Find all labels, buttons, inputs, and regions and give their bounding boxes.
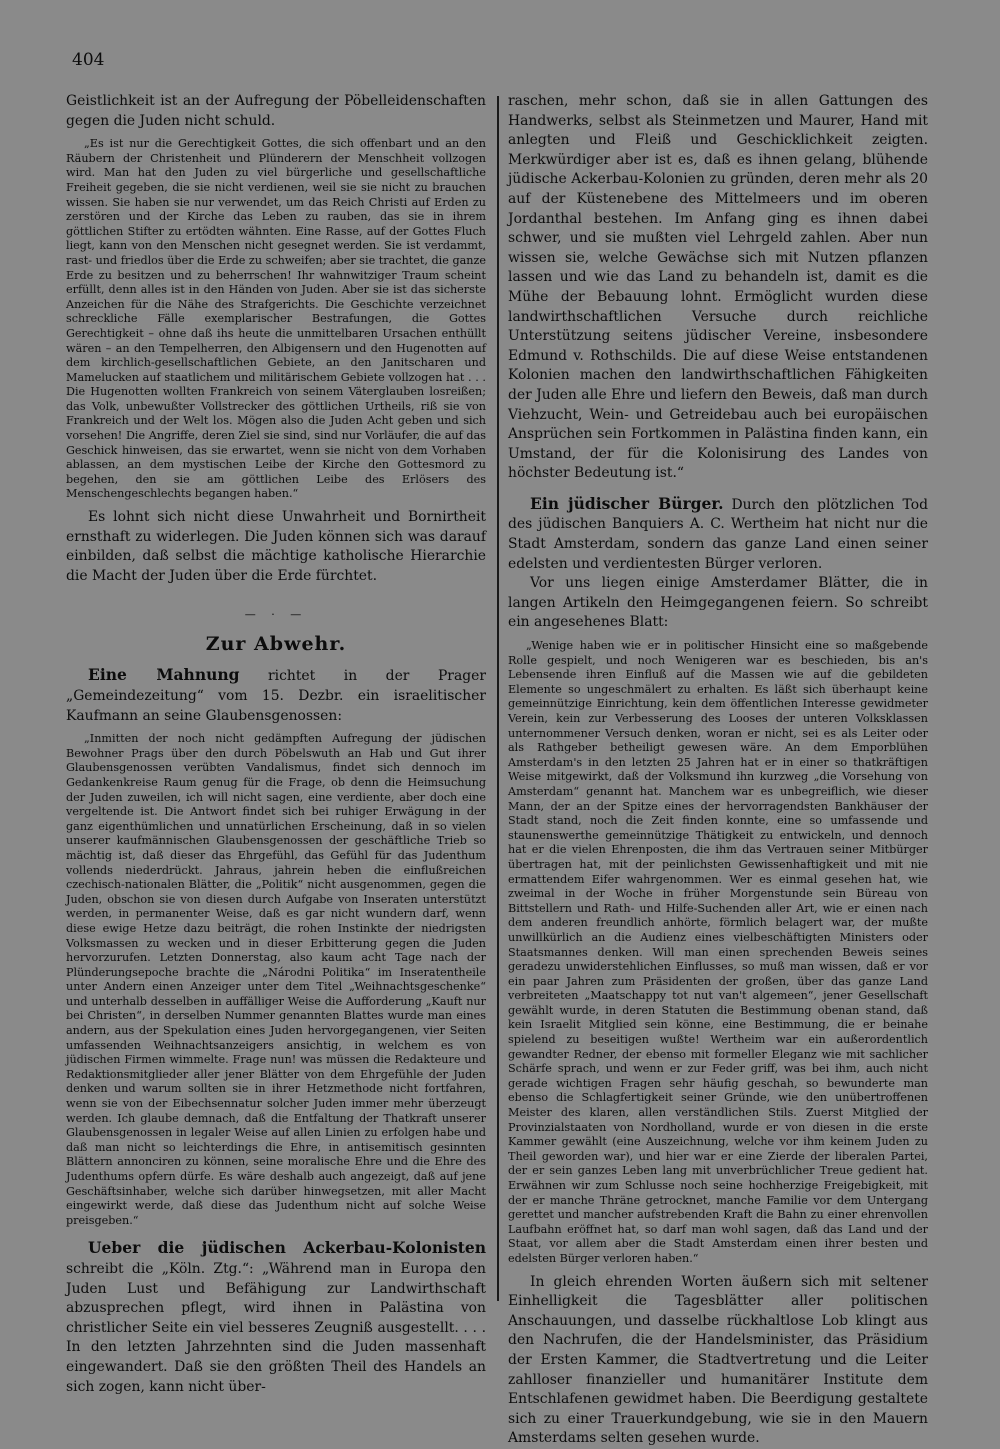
column-divider xyxy=(497,96,499,1301)
page-number: 404 xyxy=(72,50,105,70)
left-column xyxy=(66,92,486,1397)
article-buerger xyxy=(508,494,928,574)
article-intro: schreibt die „Köln. Ztg.“: „Während man in Europa den Juden Lust und Befähigung zur Landwirthschaft abzusprechen pflegt, wird ihnen in Palästina von christlicher Seite ein viel besseres Zeugniß ausgestellt. . . . In den letzten Jahrzehnten sind die Juden massenhaft eingewandert. Daß sie den größten Theil des Handels an sich zogen, kann nicht über- xyxy=(66,1260,486,1395)
article-headline: Ueber die jüdischen Ackerbau-Kolonisten xyxy=(88,1238,486,1258)
article-ackerbau xyxy=(66,1238,486,1397)
paragraph: In gleich ehrenden Worten äußern sich mit seltener Einhelligkeit die Tagesblätter aller politischen Anschauungen, und dasselbe rückhaltlose Lob klingt aus den Nachrufen, die der Handelsminister, das Präsidium der Ersten Kammer, die Stadtvertretung und die Leiter zahlloser finanzieller und humanitärer Institute dem Entschlafenen gewidmet haben. Die Beerdigung gestaltete sich zu einer Trauerkundgebung, wie sie in den Mauern Amsterdams selten gesehen wurde. xyxy=(508,1273,928,1447)
quoted-passage: „Es ist nur die Gerechtigkeit Gottes, die sich offenbart und an den Räubern der Christenheit und Plünderern der Menschheit vollzogen wird. Man hat den Juden zu viel bürgerliche und gesellschaftliche Freiheit gegeben, die sie nicht verdienen, weil sie sie nicht zu brauchen wissen. Sie haben sie nur verwendet, um das Reich Christi auf Erden zu zerstören und der Kirche das Leben zu rauben, das sie in ihrem göttlichen Stifter zu ertödten wähnten. Eine Rasse, auf der Gottes Fluch liegt, kann von den Menschen nicht gesegnet werden. Sie ist verdammt, rast- und friedlos über die Erde zu schweifen; aber sie trachtet, die ganze Erde zu besitzen und zu beherrschen! Ihr wahnwitziger Traum scheint erfüllt, denn alles ist in den Händen von Juden. Aber sie ist das sicherste Anzeichen für die Nähe des Strafgerichts. Die Geschichte verzeichnet schreckliche Fälle exemplarischer Bestrafungen, die Gottes Gerechtigkeit – ohne daß ihs heute die unmittelbaren Ursachen enthüllt wären – an den Tempelherren, den Albigensern und den Hugenotten auf dem kirchlich-gesellschaftlichen Gebiete, an den Janitscharen und Mamelucken auf staatlichem und militärischem Gebiete vollzogen hat . . . Die Hugenotten wollten Frankreich von seinem Väterglauben losreißen; das Volk, unbewußter Vollstrecker des göttlichen Urtheils, riß sie von Frankreich und der Welt los. Mögen also die Juden Acht geben und sich vorsehen! Die Angriffe, deren Ziel sie sind, sind nur Vorläufer, die auf das Geschick hinweisen, das sie erwartet, wenn sie nicht von dem Vorhaben ablassen, an dem mystischen Leibe der Kirche den Gottesmord zu begehen, den sie am göttlichen Leibe des Erlösers des Menschengeschlechts begangen haben.“ xyxy=(66,137,486,501)
section-title: Zur Abwehr. xyxy=(205,633,347,656)
article-mahnung xyxy=(66,665,486,726)
article-intro: richtet in der Prager „Gemeindezeitung“ vom 15. Dezbr. ein israelitischer Kaufmann an seine Glaubensgenossen: xyxy=(66,668,486,724)
right-column xyxy=(508,92,928,1449)
quoted-passage: „Inmitten der noch nicht gedämpften Aufregung der jüdischen Bewohner Prags über den durch Pöbelswuth an Hab und Gut ihrer Glaubensgenossen verübten Vandalismus, findet sich dennoch im Gedankenkreise Raum genug für die Frage, ob denn die Heimsuchung der Juden zuweilen, ich will nicht sagen, eine verdiente, aber doch eine vergeltende ist. Die Antwort findet sich bei ruhiger Erwägung in der ganz eigenthümlichen und unnatürlichen Erscheinung, daß in so vielen unserer kaufmännischen Glaubensgenossen der geschäftliche Trieb so mächtig ist, daß dieser das Ehrgefühl, das Gefühl für das Judenthum vollends niederdrückt. Jahraus, jahrein heben die einflußreichen czechisch-nationalen Blätter, die „Politik“ nicht ausgenommen, gegen die Juden, obschon sie von diesen durch Aufgabe von Inseraten unterstützt werden, in permanenter Weise, daß es gar nicht wundern darf, wenn diese ewige Hetze dazu beiträgt, die rohen Instinkte der niedrigsten Volksmassen zu wecken und in dieser Erbitterung gegen die Juden hervorzurufen. Letzten Donnerstag, also kaum acht Tage nach der Plünderungsepoche brachte die „Národni Politika“ im Inseratentheile unter Andern einen Anzeiger unter dem Titel „Weihnachtsgeschenke“ und unterhalb desselben in auffälliger Weise die Aufforderung „Kauft nur bei Christen“, in derselben Nummer genannten Blattes wurde man eines andern, aus der Spekulation eines Juden hervorgegangenen, vier Seiten umfassenden Weihnachtsanzeigers ansichtig, in welchem es von jüdischen Firmen wimmelte. Frage nun! was müssen die Redakteure und Redaktionsmitglieder aller jener Blätter von dem Ehrgefühle der Juden denken und warum sollten sie in ihrer Hetzmethode nicht fortfahren, wenn sie von der Eibechsennatur solcher Juden immer mehr überzeugt werden. Ich glaube demnach, daß die Entfaltung der Thatkraft unserer Glaubensgenossen in legaler Weise auf allen Linien zu erfolgen habe und daß man nicht so leichterdings die Ehre, in antisemitisch gesinnten Blättern annonciren zu können, seine moralische Ehre und die Ehre des Judenthums opfern dürfe. Es wäre deshalb auch angezeigt, daß auf jene Geschäftsinhaber, welche sich darüber hinwegsetzen, mit aller Macht eingewirkt werde, daß diese das Judenthum nicht auf solche Weise preisgeben.“ xyxy=(66,732,486,1227)
paragraph: Geistlichkeit ist an der Aufregung der Pöbelleidenschaften gegen die Juden nicht schuld. xyxy=(66,93,486,129)
article-intro: Durch den plötzlichen Tod des jüdischen Banquiers A. C. Wertheim hat nicht nur die Stadt Amsterdam, sondern das ganze Land einen seiner edelsten und verdientesten Bürger verloren. xyxy=(508,496,928,572)
paragraph: raschen, mehr schon, daß sie in allen Gattungen des Handwerks, selbst als Steinmetzen und Maurer, Hand mit anlegten und Fleiß und Geschicklichkeit zeigten. Merkwürdiger aber ist es, daß es ihnen gelang, blühende jüdische Ackerbau-Kolonien zu gründen, deren mehr als 20 auf der Küstenebene des Mittelmeers und im oberen Jordanthal bestehen. Im Anfang ging es ihnen dabei schwer, und sie mußten viel Lehrgeld zahlen. Aber nun wissen sie, welche Gewächse sich mit Nutzen pflanzen lassen und wie das Land zu behandeln ist, damit es die Mühe der Bebauung lohnt. Ermöglicht wurden diese landwirthschaftlichen Versuche durch reichliche Unterstützung seitens jüdischer Vereine, insbesondere Edmund v. Rothschilds. Die auf diese Weise entstandenen Kolonien machen den landwirthschaftlichen Fähigkeiten der Juden alle Ehre und liefern den Beweis, daß man durch Viehzucht, Wein- und Getreidebau auch bei europäischen Ansprüchen sein Fortkommen in Palästina finden kann, ein Umstand, der für die Kolonisirung des Landes von höchster Bedeutung ist.“ xyxy=(508,93,928,482)
paragraph: Es lohnt sich nicht diese Unwahrheit und Bornirtheit ernsthaft zu widerlegen. Die Juden können sich was darauf einbilden, daß selbst die mächtige katholische Hierarchie die Macht der Juden über die Erde fürchtet. xyxy=(66,509,486,584)
article-headline: Ein jüdischer Bürger. xyxy=(530,493,724,513)
article-headline: Eine Mahnung xyxy=(88,665,240,685)
paragraph: Vor uns liegen einige Amsterdamer Blätter, die in langen Artikeln den Heimgegangenen feiern. So schreibt ein angesehenes Blatt: xyxy=(508,575,928,631)
quoted-passage: „Wenige haben wie er in politischer Hinsicht eine so maßgebende Rolle gespielt, und noch Wenigeren war es beschieden, bis an's Lebensende ihren Einfluß auf die Massen wie auf die gebildeten Elemente so ungeschmälert zu erhalten. Es läßt sich überhaupt keine gemeinnützige Einrichtung, kein dem öffentlichen Interesse gewidmeter Verein, kein zur Verbesserung des Looses der unteren Volksklassen unternommener Versuch denken, woran er nicht, sei es als Leiter oder als Rathgeber betheiligt gewesen wäre. An dem Emporblühen Amsterdam's in den letzten 25 Jahren hat er in einer so thatkräftigen Weise mitgewirkt, daß der Volksmund ihn kurzweg „die Vorsehung von Amsterdam“ genannt hat. Manchem war es unbegreiflich, wie dieser Mann, der an der Spitze eines der hervorragendsten Bankhäuser der Stadt stand, noch die Zeit finden konnte, eine so umfassende und staunenswerthe gemeinnützige Thätigkeit zu entwickeln, und dennoch hat er die vielen Ehrenposten, die ihm das Vertrauen seiner Mitbürger übertragen hat, mit der peinlichsten Gewissenhaftigkeit und mit nie ermattendem Eifer wahrgenommen. Wer es einmal gesehen hat, wie zweimal in der Woche in früher Morgenstunde sein Büreau von Bittstellern und Rath- und Hilfe-Suchenden aller Art, wie er einen nach dem anderen freundlich anhörte, förmlich belagert war, der mußte unwillkürlich an die Audienz eines vielbeschäftigten Ministers oder Staatsmannes denken. Will man einen sprechenden Beweis seines geradezu unwiderstehlichen Einflusses, so muß man wissen, daß er vor ein paar Jahren zum Präsidenten der großen, über das ganze Land verbreiteten „Maatschappy tot nut van't algemeen“, jener Gesellschaft gewählt wurde, in deren Statuten die Bestimmung obenan stand, daß kein Israelit Mitglied sein könne, eine Bestimmung, die er beinahe spielend zu beseitigen wußte! Wertheim war ein außerordentlich gewandter Redner, der ebenso mit formeller Eleganz wie mit sachlicher Schärfe sprach, und wenn er zur Feder griff, was bei ihm, auch nicht gerade wichtigen Fragen sehr häufig geschah, so bewunderte man ebenso die Schlagfertigkeit seiner Gründe, wie den unübertroffenen Meister des klaren, allen verständlichen Stils. Zuerst Mitglied der Provinzialstaaten von Nordholland, wurde er von diesen in die erste Kammer gewählt (eine Auszeichnung, welche vor ihm keinem Juden zu Theil geworden war), und hier war er eine Zierde der liberalen Partei, der er sein ganzes Leben lang mit unverbrüchlicher Treue gedient hat. Erwähnen wir zum Schlusse noch seine hochherzige Freigebigkeit, mit der er manche Thräne getrocknet, manche Familie vor dem Untergang gerettet und mancher aufstrebenden Kraft die Bahn zu einer ehrenvollen Laufbahn eröffnet hat, so darf man wohl sagen, daß das Land und der Staat, vor allem aber die Stadt Amsterdam einen ihrer besten und edelsten Bürger verloren haben.“ xyxy=(508,639,928,1265)
separator: — · — xyxy=(244,608,308,622)
